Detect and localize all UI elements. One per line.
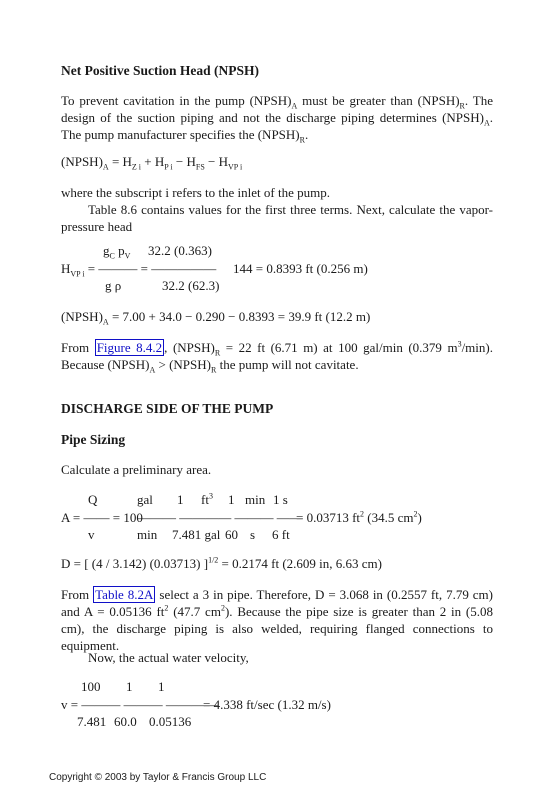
paragraph-preliminary-area: Calculate a preliminary area. xyxy=(61,462,212,477)
figure-8-4-2-link[interactable]: Figure 8.4.2 xyxy=(96,340,163,355)
area-num-min: min xyxy=(245,492,266,507)
velocity-result: = 4.338 ft/sec (1.32 m/s) xyxy=(203,697,331,712)
paragraph-figure-reference: From Figure 8.4.2 , $(NPSH)_R = 22$ ft (6.71 m) at 100 gal/min (0.379 $m^3/\min$). Because $(NPSH)_A$ > $(NPSH)_R$ the pump will not cavitate. xyxy=(61,339,493,375)
velocity-den-2: 60.0 xyxy=(114,714,137,729)
velocity-den-3: 0.05136 xyxy=(149,714,192,729)
area-den-min: min xyxy=(137,527,158,542)
area-num-1: 1 xyxy=(177,492,184,507)
area-den-v: v xyxy=(88,527,95,542)
section-heading-discharge: DISCHARGE SIDE OF THE PUMP xyxy=(61,401,274,416)
equation-hvp-numerator-values: 32.2 (0.363) xyxy=(148,243,212,258)
equation-hvp-denominator-values: 32.2 (62.3) xyxy=(162,278,220,293)
velocity-lhs: v = ——— ——— ———— xyxy=(61,697,218,712)
area-dashes: ——— ———— ——— —— xyxy=(137,510,303,525)
equation-npsha-definition: $(NPSH)_A = H_{Z i} + H_{P i} - H_{FS} - H_{VP i}$ xyxy=(61,154,243,172)
equation-hvp-result: 144 = 0.8393 ft (0.256 m) xyxy=(233,261,368,276)
area-num-ft3: $ft^3$ xyxy=(201,491,213,507)
equation-hvp-line: $H_{VP i}$ = ——— = ————— xyxy=(61,261,217,279)
area-lhs: A = —— = 100 xyxy=(61,510,143,525)
velocity-den-1: 7.481 xyxy=(77,714,107,729)
subsection-heading-pipe-sizing: Pipe Sizing xyxy=(61,432,126,447)
area-result: = 0.03713 $ft^2$ (34.5 $cm^2$) xyxy=(296,509,422,525)
paragraph-table-reference: From Table 8.2A select a 3 in pipe. Therefore, D = 3.068 in (0.2557 ft, 7.79 cm) and A = 0.05136 $ft^2$ (47.7 $cm^2$). Because the pipe size is greater than 2 in (5.08 cm), the discharge piping is also welded, requiring flanged connections to equipment. xyxy=(61,587,494,653)
area-num-1b: 1 xyxy=(228,492,235,507)
paragraph-subscript-note: where the subscript i refers to the inlet of the pump. Table 8.6 contains values for the first three terms. Next, calculate the vapor-pressure head xyxy=(61,185,493,234)
equation-hvp-numerator: $g_C$ $p_V$ xyxy=(103,243,131,261)
equation-hvp-denominator: g ρ xyxy=(105,278,122,293)
area-num-gal: gal xyxy=(137,492,153,507)
velocity-num-3: 1 xyxy=(158,679,165,694)
section-heading-npsh: Net Positive Suction Head (NPSH) xyxy=(61,63,259,78)
velocity-num-2: 1 xyxy=(126,679,133,694)
area-num-1s: 1 s xyxy=(273,492,288,507)
area-den-6ft: 6 ft xyxy=(272,527,290,542)
table-8-2a-link[interactable]: Table 8.2A xyxy=(95,587,154,602)
area-den-gal: 7.481 gal xyxy=(172,527,221,542)
paragraph-actual-velocity: Now, the actual water velocity, xyxy=(88,650,249,665)
paragraph-npsh-intro: To prevent cavitation in the pump $(NPSH)_A$ must be greater than $(NPSH)_R$. The design of the suction piping and not the discharge piping determines $(NPSH)_A$. The pump manufacturer specifies the $(NPSH)_R$. xyxy=(61,93,493,145)
area-den-s: s xyxy=(250,527,256,542)
velocity-num-1: 100 xyxy=(81,679,101,694)
copyright-footer: Copyright © 2003 by Taylor & Francis Group LLC xyxy=(49,772,267,783)
area-num-q: Q xyxy=(88,492,98,507)
equation-npsha-value: $(NPSH)_A = 7.00 + 34.0 - 0.290 - 0.8393 = 39.9$ ft (12.2 m) xyxy=(61,309,371,327)
equation-diameter: D = [ (4 / 3.142) (0.03713) ]$^{1/2}$ = 0.2174 ft (2.609 in, 6.63 cm) xyxy=(61,555,382,571)
area-den-60: 60 xyxy=(225,527,238,542)
